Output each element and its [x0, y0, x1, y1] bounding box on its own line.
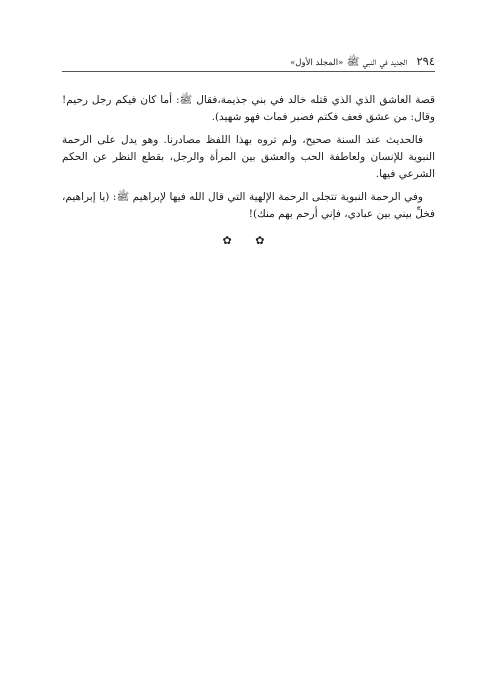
section-end-ornament-icon: ✿ ✿ — [222, 234, 275, 247]
header-divider — [62, 71, 435, 72]
book-title: الجديد في النبي ﷺ — [346, 56, 408, 68]
page-number: ٢٩٤ — [416, 54, 435, 68]
paragraph-1: قصة العاشق الذي الذي قتله خالد في بني جذيمة،فقال ﷺ: أما كان فيكم رجل رحيم! وقال: من عشق فعف فكتم فصبر فمات فهو شهيد). — [62, 94, 435, 123]
paragraph-2: فالحديث عند السنة صحيح، ولم تروه بهذا اللفظ مصادرنا. وهو يدل على الرحمة النبوية للإنسان ولعاطفة الحب والعشق بين المرأة والرجل، بقطع النظر عن الحكم الشرعي فيها. — [62, 134, 435, 180]
body-text — [62, 92, 435, 229]
volume-label: «المجلد الأول» — [290, 58, 344, 68]
paragraph-3: وفي الرحمة النبوية تتجلى الرحمة الإلهية التي قال الله فيها لإبراهيم ﷺ: (يا إبراهيم، فخلِّ بيني بين عبادي، فإني أرحم بهم منك)! — [62, 191, 435, 220]
running-head — [62, 54, 435, 70]
